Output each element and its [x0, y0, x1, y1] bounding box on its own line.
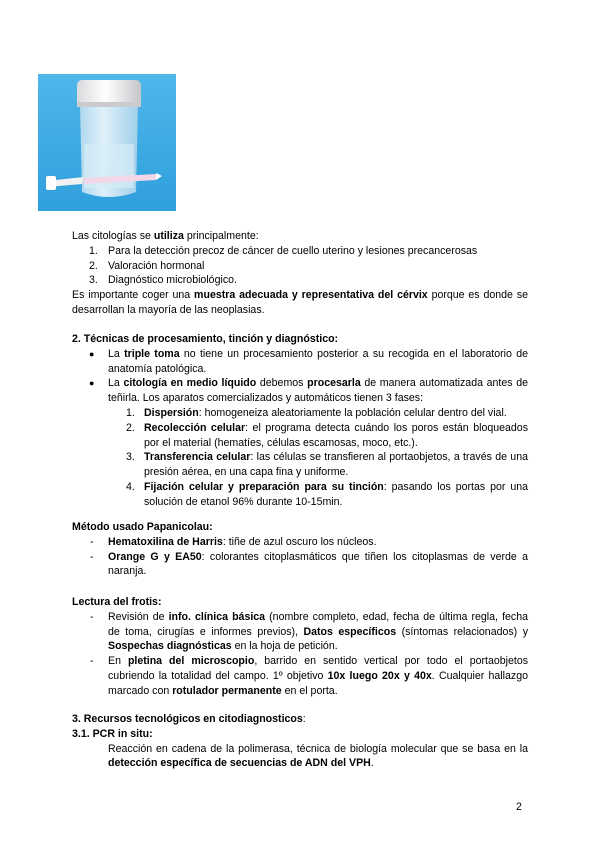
list-item: 1. Para la detección precoz de cáncer de cuello uterino y lesiones precancerosas	[89, 244, 478, 257]
list-item: 1. Dispersión: homogeneiza aleatoriamente la población celular dentro del vial.	[126, 406, 507, 419]
section-3-1-title: 3.1. PCR in situ:	[72, 727, 153, 740]
list-item: 4. Fijación celular y preparación para su tinción: pasando los portas por una solución de etanol 96% durante 10-15min.	[126, 480, 528, 508]
pcr-description: Reacción en cadena de la polimerasa, técnica de biología molecular que se basa en la detección específica de secuencias de ADN del VPH.	[108, 742, 528, 770]
bullet-icon: ●	[89, 378, 95, 389]
phases-list	[72, 406, 528, 510]
list-item: 2. Valoración hormonal	[89, 259, 205, 272]
uses-intro: Las citologías se utiliza principalmente:	[72, 230, 259, 242]
specimen-container-image	[38, 74, 176, 211]
techniques-list	[72, 347, 528, 406]
uses-section	[72, 229, 528, 318]
frotis-section	[72, 595, 528, 699]
section-3	[72, 712, 528, 771]
uses-list	[72, 244, 528, 288]
section-2-title: 2. Técnicas de procesamiento, tinción y diagnóstico:	[72, 333, 339, 345]
list-item: ● La citología en medio líquido debemos procesarla de manera automatizada antes de teñirla. Los aparatos comercializados y automáticos tienen 3 fases:	[89, 377, 528, 405]
list-item: 3. Diagnóstico microbiológico.	[89, 274, 237, 287]
list-item: - Hematoxilina de Harris: tiñe de azul oscuro los núcleos.	[90, 535, 377, 548]
bullet-icon: ●	[89, 348, 95, 359]
list-item: - Revisión de info. clínica básica (nombre completo, edad, fecha de última regla, fecha de toma, cirugías e informes previos), Datos específicos (síntomas relacionados) y Sospechas diagnósticas en la hoja de petición.	[90, 610, 528, 653]
list-item: 3. Transferencia celular: las células se transfieren al portaobjetos, a través de una presión aérea, en una capa fina y uniforme.	[126, 451, 528, 479]
papanicolau-title: Método usado Papanicolau:	[72, 521, 213, 533]
list-item: 2. Recolección celular: el programa detecta cuándo los poros están bloqueados por el material (hematíes, células escamosas, moco, etc.).	[126, 421, 528, 449]
stains-list	[72, 535, 528, 579]
frotis-list	[72, 610, 528, 699]
papanicolau-section	[72, 520, 528, 579]
section-2	[72, 332, 528, 510]
section-3-title: 3. Recursos tecnológicos en citodiagnosticos:	[72, 713, 306, 725]
page-number: 2	[516, 801, 522, 813]
frotis-title: Lectura del frotis:	[72, 596, 162, 608]
list-item: - En pletina del microscopio, barrido en sentido vertical por todo el portaobjetos cubriendo la totalidad del campo. 1º objetivo 10x luego 20x y 40x. Cualquier hallazgo marcado con rotulador permanente en el porta.	[90, 655, 529, 697]
list-item: - Orange G y EA50: colorantes citoplasmáticos que tiñen los citoplasmas de verde a naranja.	[90, 550, 528, 578]
sample-note: Es importante coger una muestra adecuada y representativa del cérvix porque es donde se desarrollan la mayoría de las neoplasias.	[72, 289, 528, 316]
list-item: ● La triple toma no tiene un procesamiento posterior a su recogida en el laboratorio de anatomía patológica.	[89, 347, 529, 375]
